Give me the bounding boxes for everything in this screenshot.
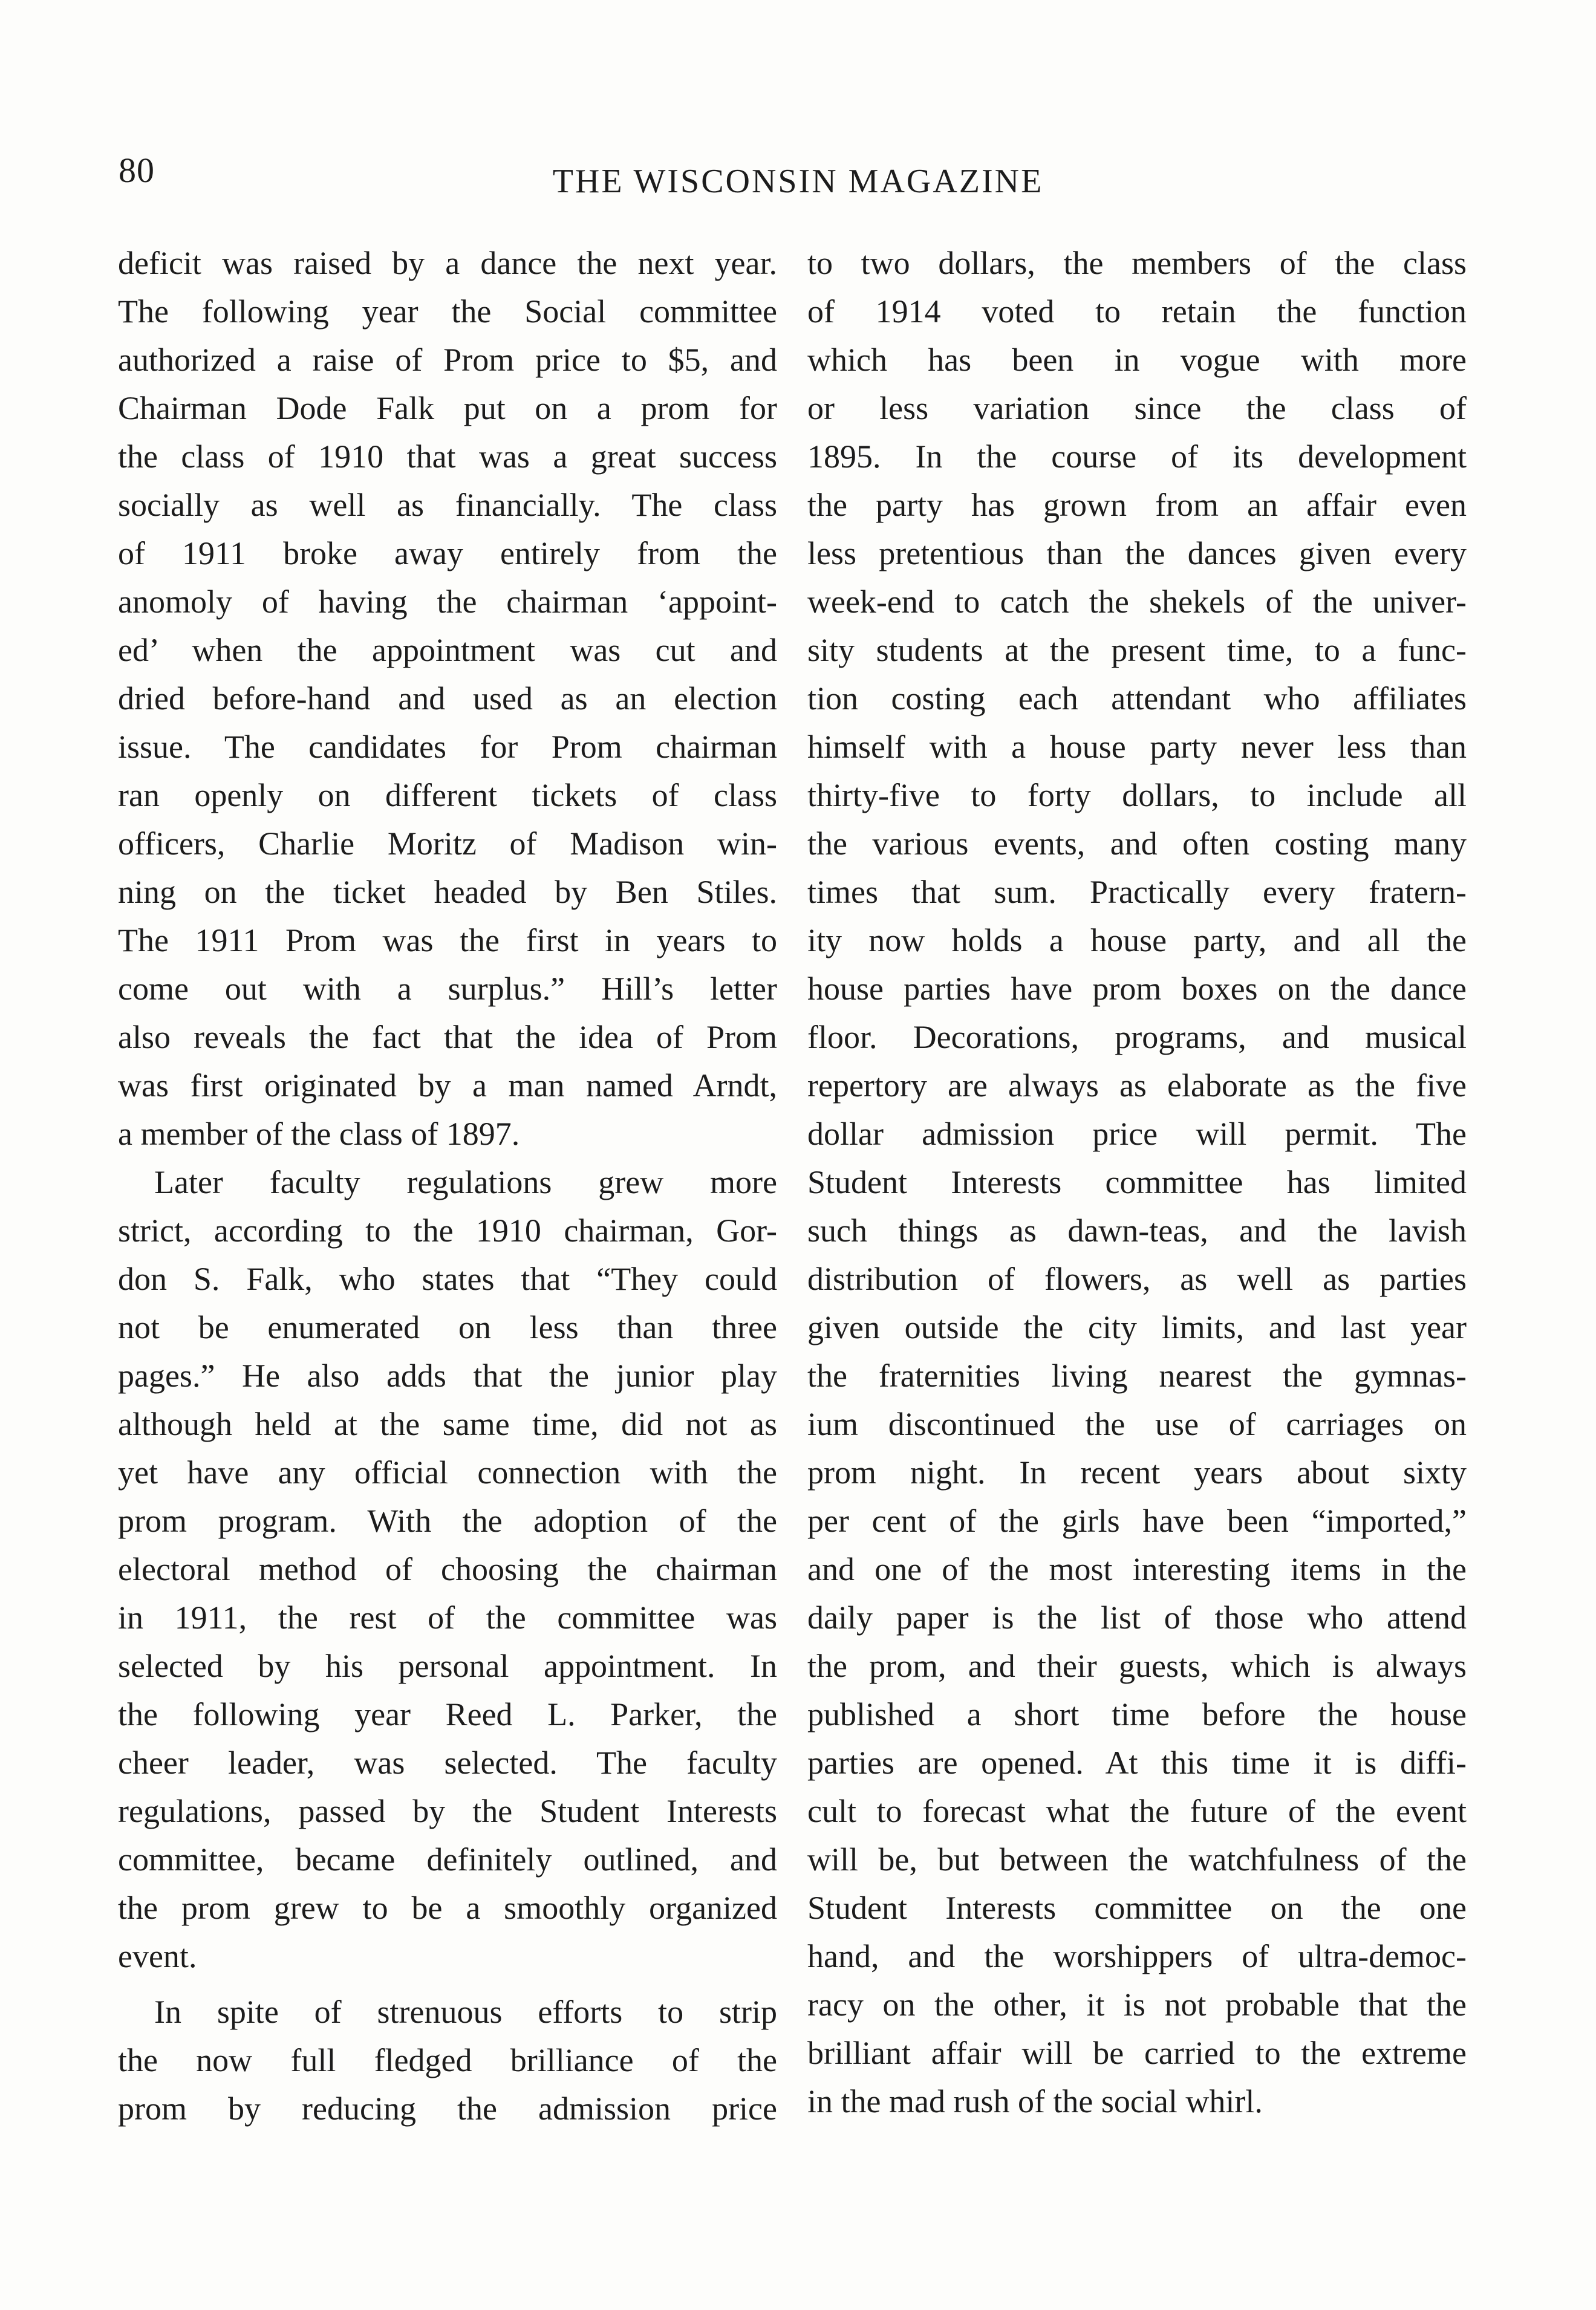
text-line: published a short time before the house (807, 1696, 1467, 1732)
text-line: pages.” He also adds that the junior play (118, 1358, 777, 1394)
text-line: in 1911, the rest of the committee was (118, 1599, 777, 1636)
text-line: distribution of flowers, as well as parties (807, 1261, 1467, 1297)
text-line: officers, Charlie Moritz of Madison win- (118, 825, 777, 862)
text-line: electoral method of choosing the chairman (118, 1551, 777, 1587)
text-line: floor. Decorations, programs, and musical (807, 1019, 1467, 1055)
text-line: committee, became definitely outlined, and (118, 1841, 777, 1878)
text-line: dollar admission price will permit. The (807, 1116, 1467, 1152)
text-line: less pretentious than the dances given every (807, 535, 1467, 571)
text-line: In spite of strenuous efforts to strip (154, 1994, 777, 2030)
text-line: given outside the city limits, and last year (807, 1309, 1467, 1345)
text-line: per cent of the girls have been “imported,” (807, 1503, 1467, 1539)
text-line: racy on the other, it is not probable that the (807, 1986, 1467, 2023)
text-line: the prom grew to be a smoothly organized (118, 1890, 777, 1926)
text-line: the now full fledged brilliance of the (118, 2042, 777, 2078)
text-line: the various events, and often costing many (807, 825, 1467, 862)
text-line: such things as dawn-teas, and the lavish (807, 1212, 1467, 1249)
text-line: house parties have prom boxes on the dance (807, 971, 1467, 1007)
text-line: strict, according to the 1910 chairman, Gor- (118, 1212, 777, 1249)
text-line: repertory are always as elaborate as the five (807, 1067, 1467, 1104)
text-line: regulations, passed by the Student Interests (118, 1793, 777, 1829)
text-line: sity students at the present time, to a func- (807, 632, 1467, 668)
text-line: authorized a raise of Prom price to $5, and (118, 342, 777, 378)
text-line: deficit was raised by a dance the next year. (118, 245, 777, 281)
text-line: anomoly of having the chairman ‘appoint- (118, 584, 777, 620)
text-line: not be enumerated on less than three (118, 1309, 777, 1345)
text-line: prom program. With the adoption of the (118, 1503, 777, 1539)
text-line: Later faculty regulations grew more (154, 1164, 777, 1200)
text-line: ium discontinued the use of carriages on (807, 1406, 1467, 1442)
text-line: also reveals the fact that the idea of Prom (118, 1019, 777, 1055)
text-line: the party has grown from an affair even (807, 487, 1467, 523)
text-line: The 1911 Prom was the first in years to (118, 922, 777, 958)
text-line: yet have any official connection with the (118, 1454, 777, 1491)
right-column (807, 239, 1467, 2126)
text-line: prom night. In recent years about sixty (807, 1454, 1467, 1491)
text-line: brilliant affair will be carried to the extreme (807, 2035, 1467, 2071)
text-line: ran openly on different tickets of class (118, 777, 777, 813)
text-line: although held at the same time, did not as (118, 1406, 777, 1442)
text-line: himself with a house party never less than (807, 729, 1467, 765)
left-column (118, 239, 777, 2133)
text-line: of 1914 voted to retain the function (807, 293, 1467, 330)
text-line: tion costing each attendant who affiliates (807, 680, 1467, 717)
text-line: Chairman Dode Falk put on a prom for (118, 390, 777, 426)
text-line: The following year the Social committee (118, 293, 777, 330)
text-line: ed’ when the appointment was cut and (118, 632, 777, 668)
text-line: selected by his personal appointment. In (118, 1648, 777, 1684)
text-line: prom by reducing the admission price (118, 2090, 777, 2127)
paragraph-gap (118, 1980, 777, 1988)
text-line: of 1911 broke away entirely from the (118, 535, 777, 571)
text-line: come out with a surplus.” Hill’s letter (118, 971, 777, 1007)
page-number: 80 (119, 151, 155, 190)
text-line: a member of the class of 1897. (118, 1116, 520, 1152)
text-line: cult to forecast what the future of the event (807, 1793, 1467, 1829)
text-line: the prom, and their guests, which is always (807, 1648, 1467, 1684)
text-line: hand, and the worshippers of ultra-democ- (807, 1938, 1467, 1974)
text-line: the following year Reed L. Parker, the (118, 1696, 777, 1732)
text-line: in the mad rush of the social whirl. (807, 2083, 1263, 2120)
text-line: times that sum. Practically every fratern- (807, 874, 1467, 910)
text-line: socially as well as financially. The class (118, 487, 777, 523)
text-line: 1895. In the course of its development (807, 438, 1467, 475)
text-line: Student Interests committee has limited (807, 1164, 1467, 1200)
text-line: ity now holds a house party, and all the (807, 922, 1467, 958)
text-line: and one of the most interesting items in the (807, 1551, 1467, 1587)
text-line: cheer leader, was selected. The faculty (118, 1745, 777, 1781)
text-line: Student Interests committee on the one (807, 1890, 1467, 1926)
text-line: don S. Falk, who states that “They could (118, 1261, 777, 1297)
text-line: dried before-hand and used as an election (118, 680, 777, 717)
text-line: or less variation since the class of (807, 390, 1467, 426)
text-line: week-end to catch the shekels of the univer- (807, 584, 1467, 620)
text-line: which has been in vogue with more (807, 342, 1467, 378)
text-line: ning on the ticket headed by Ben Stiles. (118, 874, 777, 910)
text-line: the fraternities living nearest the gymnas- (807, 1358, 1467, 1394)
text-line: issue. The candidates for Prom chairman (118, 729, 777, 765)
text-line: the class of 1910 that was a great success (118, 438, 777, 475)
text-line: parties are opened. At this time it is diffi- (807, 1745, 1467, 1781)
text-line: to two dollars, the members of the class (807, 245, 1467, 281)
text-line: daily paper is the list of those who attend (807, 1599, 1467, 1636)
text-line: thirty-five to forty dollars, to include all (807, 777, 1467, 813)
text-line: will be, but between the watchfulness of the (807, 1841, 1467, 1878)
text-line: was first originated by a man named Arndt, (118, 1067, 777, 1104)
running-head: THE WISCONSIN MAGAZINE (552, 163, 1044, 200)
text-line: event. (118, 1938, 197, 1974)
